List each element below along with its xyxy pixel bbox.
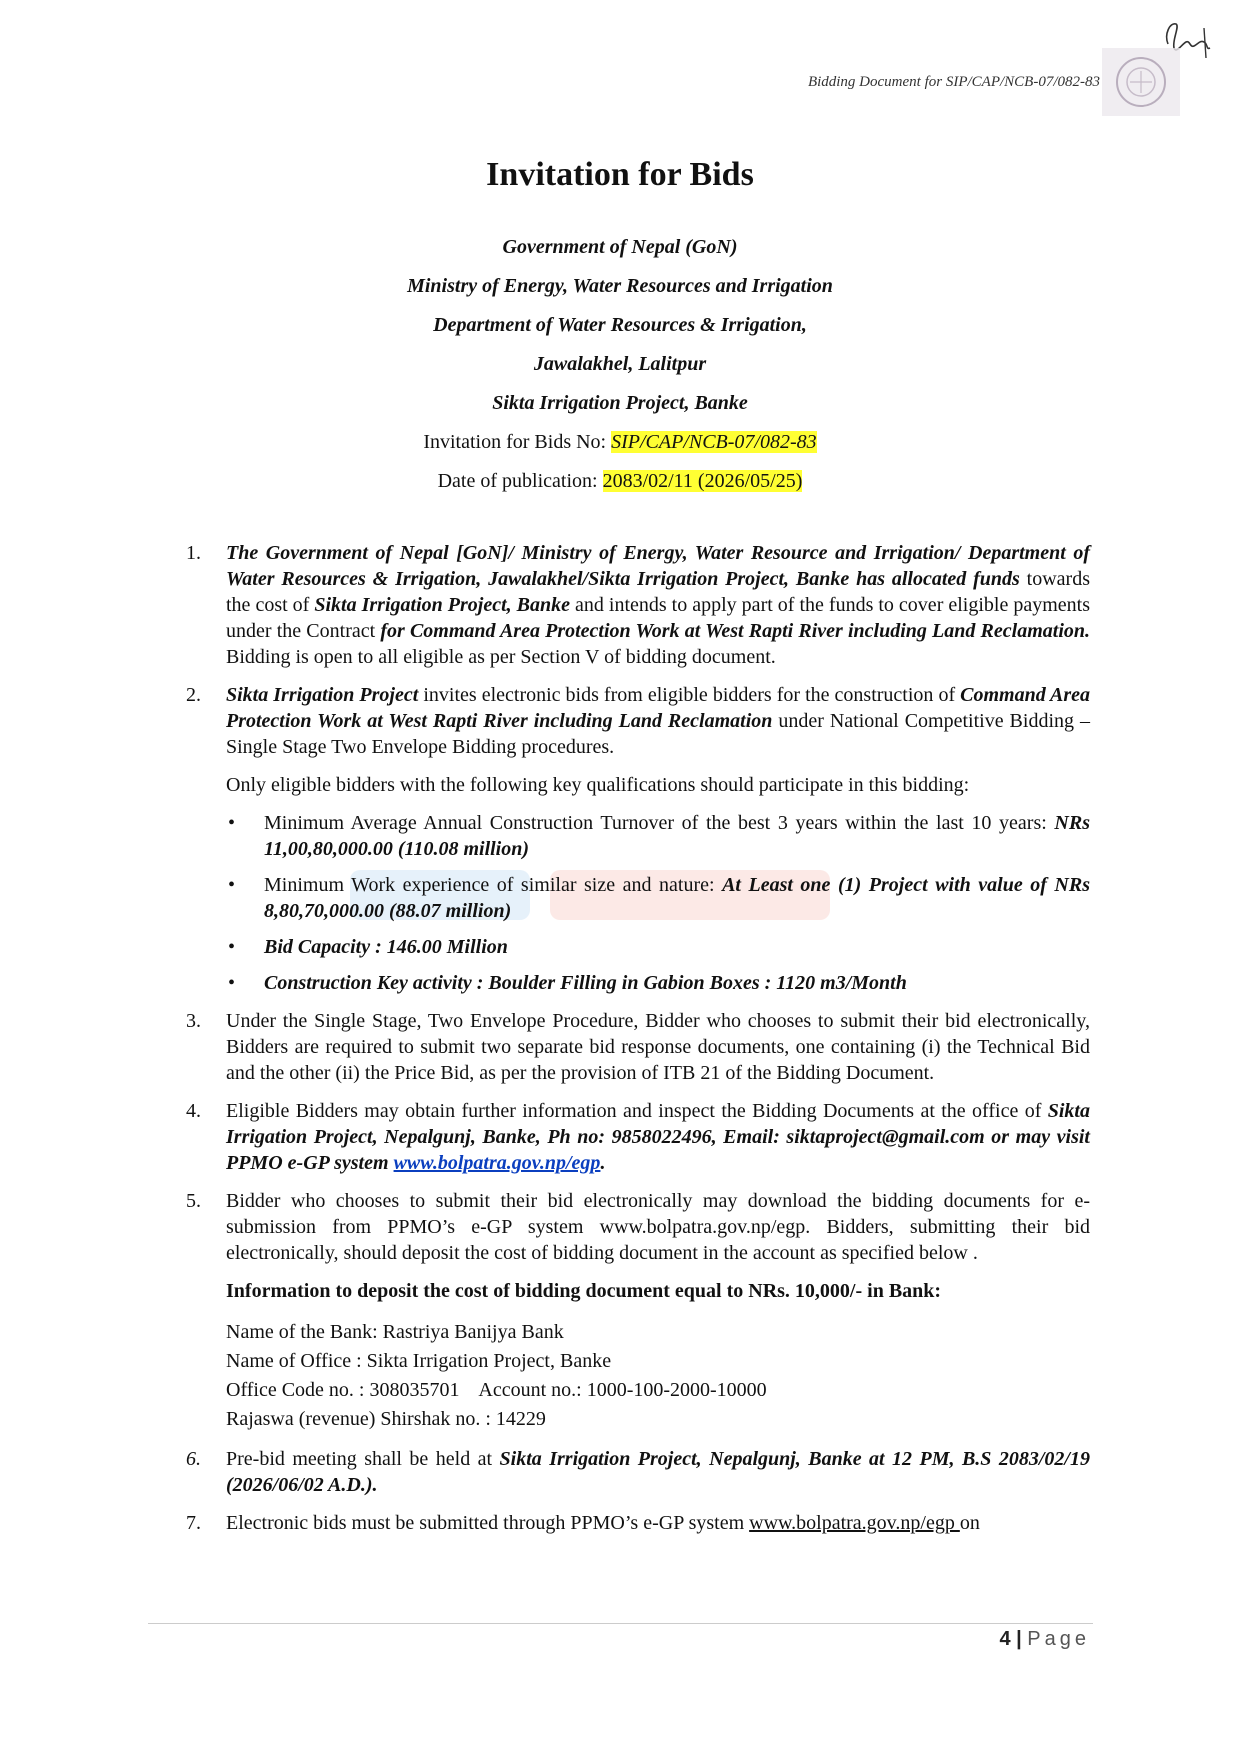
issuer-location: Jawalakhel, Lalitpur: [533, 353, 707, 375]
ifb-number-line: [0, 423, 1240, 462]
page-footer: [999, 1628, 1090, 1651]
clause-number: 5.: [186, 1190, 201, 1212]
page-label: Page: [1027, 1628, 1090, 1650]
bank-office-name: Name of Office : Sikta Irrigation Project, Banke: [226, 1350, 612, 1372]
clause-number: 1.: [186, 542, 201, 564]
issuer-ministry: Ministry of Energy, Water Resources and Irrigation: [407, 275, 833, 297]
key-activity-text: Construction Key activity : Boulder Filling in Gabion Boxes : 1120 m3/Month: [264, 972, 907, 994]
turnover-label: Minimum Average Annual Construction Turnover of the best 3 years within the last 10 years:: [264, 812, 1055, 834]
clause-1: [186, 540, 1090, 670]
page-title: Invitation for Bids: [486, 156, 754, 193]
clause-number: 4.: [186, 1100, 201, 1122]
qualification-turnover: [226, 810, 1090, 862]
clause-4-text: Eligible Bidders may obtain further information and inspect the Bidding Documents at the office of: [226, 1100, 1048, 1122]
clause-2-text-a: invites electronic bids from eligible bidders for the construction of: [418, 684, 961, 706]
bank-details: [226, 1318, 1090, 1434]
bank-revenue-shirshak: Rajaswa (revenue) Shirshak no. : 14229: [226, 1408, 546, 1430]
bank-office-code-account: Office Code no. : 308035701 Account no.: 1000-100-2000-10000: [226, 1379, 767, 1401]
clause-7: [186, 1510, 1090, 1536]
footer-separator: |: [1010, 1628, 1028, 1650]
bid-capacity-text: Bid Capacity : 146.00 Million: [264, 936, 508, 958]
qualification-key-activity: [226, 970, 1090, 996]
publication-date-line: [0, 462, 1240, 501]
clause-3: [186, 1008, 1090, 1086]
clause-5-text: Bidder who chooses to submit their bid electronically may download the bidding documents for e-submission from PPMO’s e-GP system www.bolpatra.gov.np/egp. Bidders, submitting their bid electronically, should deposit the cost of bidding document in the account as specified below .: [226, 1190, 1090, 1264]
qualification-experience: [226, 872, 1090, 924]
clause-number: 7.: [186, 1512, 201, 1534]
egp-submission-link[interactable]: www.bolpatra.gov.np/egp: [749, 1512, 960, 1534]
clause-4-office-contact: Sikta Irrigation Project, Nepalgunj, Banke, Ph no: 9858022496, Email: siktaproject@gmail.com or may visit PPMO e-GP system: [226, 1100, 1090, 1174]
clause-2-work-name: Command Area Protection Work at West Rapti River including Land Reclamation: [226, 684, 1091, 732]
clause-1-project-name: Sikta Irrigation Project, Banke: [314, 594, 570, 616]
ifb-number-value: SIP/CAP/NCB-07/082-83: [611, 431, 817, 453]
clause-7-text: Electronic bids must be submitted through PPMO’s e-GP system: [226, 1512, 750, 1534]
issuer-project: Sikta Irrigation Project, Banke: [492, 392, 748, 414]
clause-6-text: Pre-bid meeting shall be held at: [226, 1448, 500, 1470]
footer-divider: [148, 1623, 1093, 1624]
ifb-number-label: Invitation for Bids No:: [423, 431, 612, 453]
clause-1-text-b: and intends to apply part of the funds to cover eligible payments under the Contract: [226, 594, 1091, 642]
clause-2-text-b: under National Competitive Bidding – Single Stage Two Envelope Bidding procedures.: [226, 710, 1090, 758]
qualification-list: [226, 810, 1090, 996]
issuer-government: Government of Nepal (GoN): [502, 236, 738, 258]
deposit-heading: Information to deposit the cost of bidding document equal to NRs. 10,000/- in Bank:: [226, 1280, 942, 1302]
clause-number: 3.: [186, 1010, 201, 1032]
bank-name: Name of the Bank: Rastriya Banijya Bank: [226, 1321, 564, 1343]
clause-3-text: Under the Single Stage, Two Envelope Procedure, Bidder who chooses to submit their bid electronically, Bidders are required to submit two separate bid response documents, one containing (i) the Technical Bid and the other (ii) the Price Bid, as per the provision of ITB 21 of the Bidding Document.: [226, 1010, 1090, 1084]
experience-value: At Least one (1) Project with value of NRs 8,80,70,000.00 (88.07 million): [264, 874, 1090, 922]
publication-date-label: Date of publication:: [437, 470, 603, 492]
clause-number: 6.: [186, 1448, 201, 1470]
qualification-bid-capacity: [226, 934, 1090, 960]
numbered-clauses: [186, 540, 1090, 1536]
clause-7-text-end: on: [959, 1512, 980, 1534]
document-reference-header: Bidding Document for SIP/CAP/NCB-07/082-83: [807, 74, 1100, 90]
clause-2-project-name: Sikta Irrigation Project: [226, 684, 419, 706]
clause-number: 2.: [186, 684, 201, 706]
clause-6: [186, 1446, 1090, 1498]
qualification-intro: Only eligible bidders with the following key qualifications should participate in this bidding:: [226, 774, 970, 796]
prebid-meeting-details: Sikta Irrigation Project, Nepalgunj, Banke at 12 PM, B.S 2083/02/19 (2026/06/02 A.D.).: [226, 1448, 1090, 1496]
experience-label: Minimum Work experience of similar size and nature:: [264, 874, 723, 896]
clause-5: [186, 1188, 1090, 1434]
clause-4-end: .: [600, 1152, 606, 1174]
clause-4: [186, 1098, 1090, 1176]
issuer-block: [0, 228, 1240, 501]
clause-2: [186, 682, 1090, 996]
clause-1-text-c: Bidding is open to all eligible as per Section V of bidding document.: [226, 646, 776, 668]
clause-1-contract-name: for Command Area Protection Work at West Rapti River including Land Reclamation.: [380, 620, 1091, 642]
turnover-value: NRs 11,00,80,000.00 (110.08 million): [264, 812, 1090, 860]
clause-1-funding-authority: The Government of Nepal [GoN]/ Ministry of Energy, Water Resource and Irrigation/ Department of Water Resources & Irrigation, Jawalakhel/Sikta Irrigation Project, Banke has allocated funds: [226, 542, 1090, 590]
page-number: 4: [999, 1628, 1011, 1650]
publication-date-value: 2083/02/11 (2026/05/25): [602, 470, 803, 492]
clause-1-text-a: towards the cost of: [226, 568, 1090, 616]
document-body: [186, 540, 1090, 1548]
official-seal-icon: [1100, 46, 1182, 118]
issuer-department: Department of Water Resources & Irrigation,: [433, 314, 807, 336]
egp-link[interactable]: www.bolpatra.gov.np/egp: [393, 1152, 601, 1174]
